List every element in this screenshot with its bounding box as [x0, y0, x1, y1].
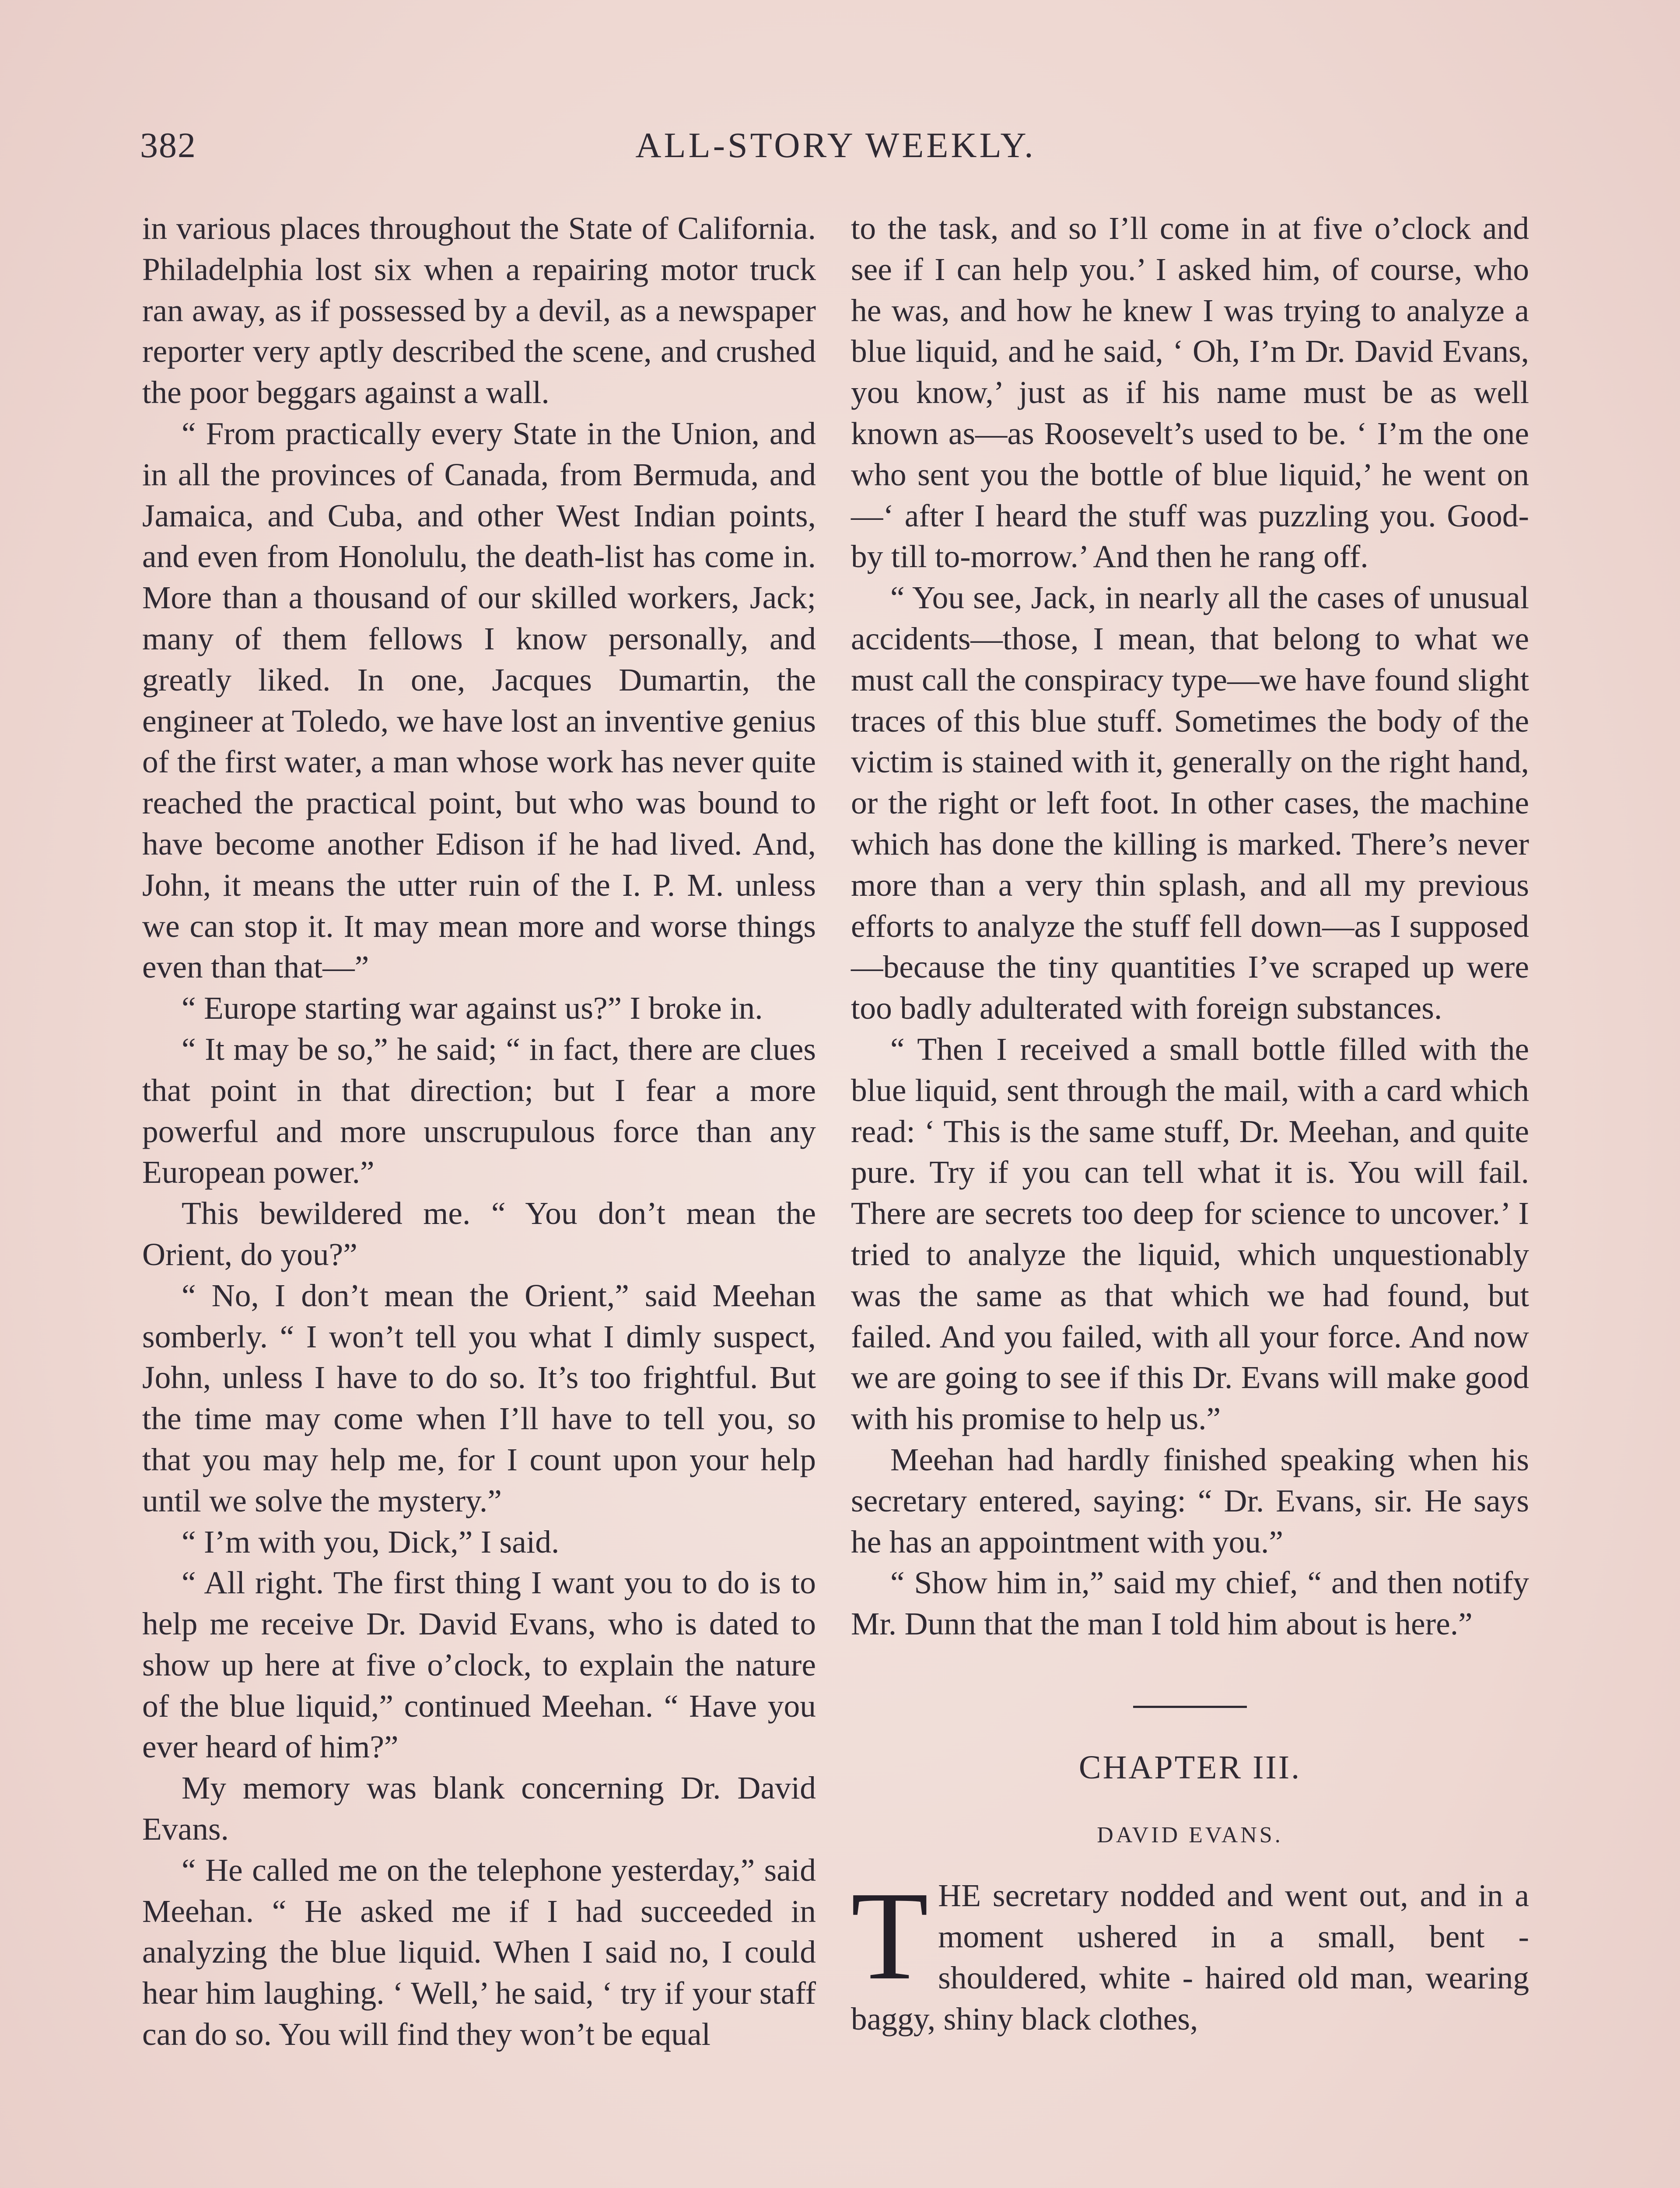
running-head: ALL-STORY WEEKLY.: [635, 125, 1036, 165]
chapter-subtitle: DAVID EVANS.: [1097, 1822, 1283, 1848]
paragraph: “ Europe starting war against us?” I broke in.: [182, 990, 763, 1026]
chapter-opening-text: HE secretary nodded and went out, and in a moment ushered in a small, bent - shouldered, white - haired old man, wearing baggy, shiny black clothes,: [851, 1878, 1529, 2037]
paragraph: My memory was blank concerning Dr. David Evans.: [142, 1770, 816, 1847]
paragraph: “ Then I received a small bottle filled with the blue liquid, sent through the mail, with a card which read: ‘ This is the same stuff, Dr. Meehan, and quite pure. Try if you can tell what it is. You will fail. There are secrets too deep for science to uncover.’ I tried to analyze the liquid, which unquestionably was the same as that which we had found, but failed. And you failed, with all your force. And now we are going to see if this Dr. Evans will make good with his promise to help us.”: [851, 1031, 1529, 1437]
paragraph: This bewildered me. “ You don’t mean the Orient, do you?”: [142, 1196, 816, 1272]
chapter-title: CHAPTER III.: [1078, 1749, 1302, 1786]
paragraph: “ He called me on the telephone yesterday,” said Meehan. “ He asked me if I had succeeded in analyzing the blue liquid. When I said no, I could hear him laughing. ‘ Well,’ he said, ‘ try if your staff can do so. You will find they won’t be equal: [142, 1852, 816, 2052]
paragraph: “ Show him in,” said my chief, “ and then notify Mr. Dunn that the man I told him about is here.”: [851, 1565, 1529, 1642]
paragraph: to the task, and so I’ll come in at five o’clock and see if I can help you.’ I asked him, of course, who he was, and how he knew I was trying to analyze a blue liquid, and he said, ‘ Oh, I’m Dr. David Evans, you know,’ just as if his name must be as well known as—as Roosevelt’s used to be. ‘ I’m the one who sent you the bottle of blue liquid,’ he went on—‘ after I heard the stuff was puzzling you. Good-by till to-morrow.’ And then he rang off.: [851, 210, 1529, 575]
paragraph: in various places throughout the State of California. Philadelphia lost six when a repairing motor truck ran away, as if possessed by a devil, as a newspaper reporter very aptly described the scene, and crushed the poor beggars against a wall.: [142, 210, 816, 410]
right-column: [851, 208, 1529, 2040]
page-number: 382: [140, 125, 196, 165]
paragraph: Meehan had hardly finished speaking when his secretary entered, saying: “ Dr. Evans, sir. He says he has an appointment with you.”: [851, 1441, 1529, 1560]
paragraph: “ All right. The first thing I want you to do is to help me receive Dr. David Evans, who is dated to show up here at five o’clock, to explain the nature of the blue liquid,” continued Meehan. “ Have you ever heard of him?”: [142, 1565, 816, 1765]
paragraph: “ No, I don’t mean the Orient,” said Meehan somberly. “ I won’t tell you what I dimly suspect, John, unless I have to do so. It’s too frightful. But the time may come when I’ll have to tell you, so that you may help me, for I count upon your help until we solve the mystery.”: [142, 1277, 816, 1518]
left-column: [142, 208, 816, 2055]
paragraph: “ It may be so,” he said; “ in fact, there are clues that point in that direction; but I fear a more powerful and more unscrupulous force than any European power.”: [142, 1031, 816, 1190]
drop-cap: T: [851, 1865, 929, 2006]
paragraph: “ From practically every State in the Union, and in all the provinces of Canada, from Bermuda, and Jamaica, and Cuba, and other West Indian points, and even from Honolulu, the death-list has come in. More than a thousand of our skilled workers, Jack; many of them fellows I know personally, and greatly liked. In one, Jacques Dumartin, the engineer at Toledo, we have lost an inventive genius of the first water, a man whose work has never quite reached the practical point, but who was bound to have become another Edison if he had lived. And, John, it means the utter ruin of the I. P. M. unless we can stop it. It may mean more and worse things even than that—”: [142, 415, 816, 985]
section-divider: [1133, 1706, 1247, 1708]
paragraph: “ I’m with you, Dick,” I said.: [182, 1524, 560, 1560]
page-header: [140, 125, 1531, 182]
paragraph: “ You see, Jack, in nearly all the cases of unusual accidents—those, I mean, that belong to what we must call the conspiracy type—we have found slight traces of this blue stuff. Sometimes the body of the victim is stained with it, generally on the right hand, or the right or left foot. In other cases, the machine which has done the killing is marked. There’s never more than a very thin splash, and all my previous efforts to analyze the stuff fell down—as I supposed—because the tiny quantities I’ve scraped up were too badly adulterated with foreign substances.: [851, 580, 1529, 1026]
chapter-opening-paragraph: [851, 1865, 1529, 2039]
